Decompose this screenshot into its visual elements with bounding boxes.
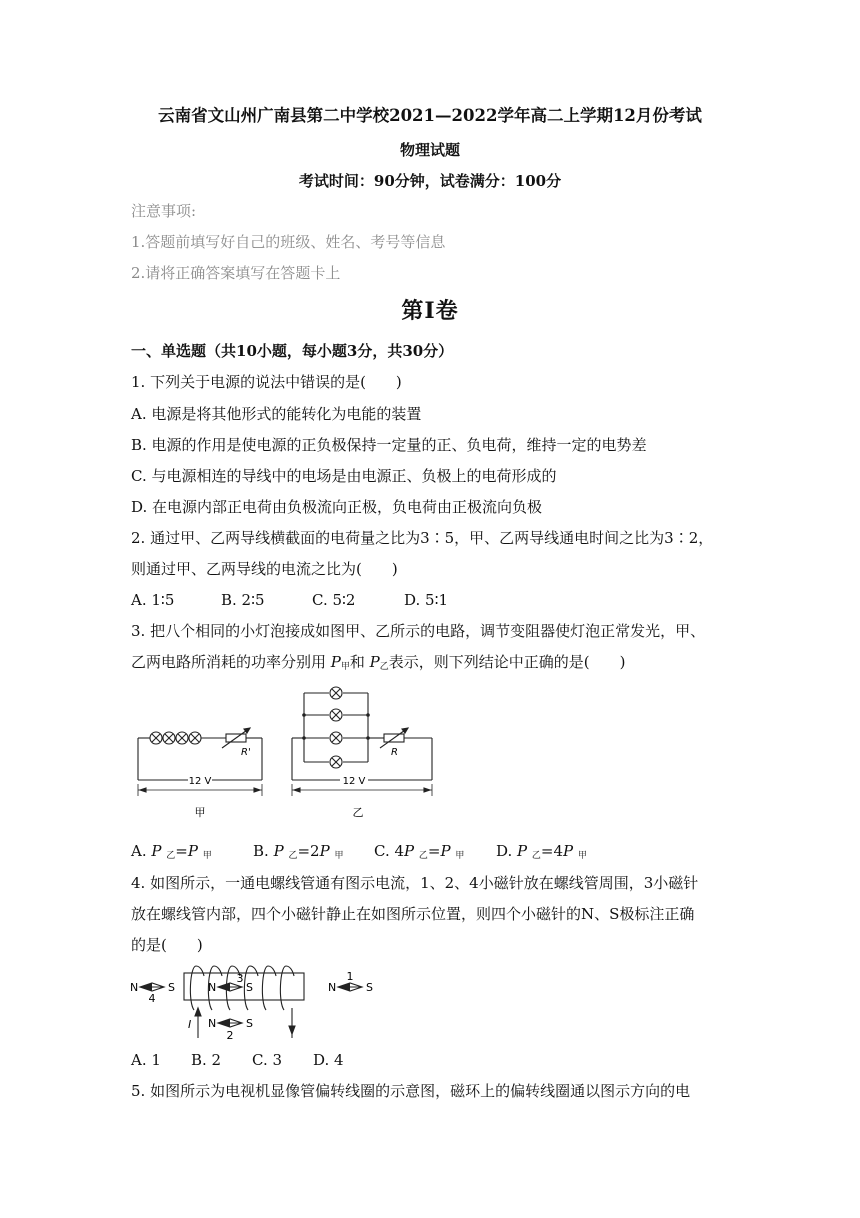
question-option: A. 1	[131, 1051, 161, 1069]
question-option: A. 1∶5	[131, 591, 175, 609]
power-symbol: P	[330, 653, 341, 671]
bulb-icon	[163, 732, 175, 744]
bulb-icon	[330, 709, 342, 721]
rheostat-label: R'	[241, 747, 251, 758]
voltage-label: 12 V	[342, 776, 366, 787]
question-stem: 1. 下列关于电源的说法中错误的是( )	[131, 373, 402, 391]
exam-info: 考试时间：90分钟，试卷满分：100分	[298, 172, 562, 190]
pole-label: N	[328, 981, 337, 994]
question-stem: 的是( )	[131, 936, 203, 954]
question-option: C. 3	[252, 1051, 283, 1069]
question-option: D. P $_乙$=4P $_甲$	[496, 842, 587, 861]
question-stem: 2. 通过甲、乙两导线横截面的电荷量之比为3∶5，甲、乙两导线通电时间之比为3∶2，	[131, 529, 714, 547]
question-option: B. 2	[191, 1051, 222, 1069]
question-option: B. 电源的作用是使电源的正负极保持一定量的正、负电荷，维持一定的电势差	[131, 436, 647, 454]
notice-item: 2.请将正确答案填写在答题卡上	[131, 264, 341, 282]
question-stem: 3. 把八个相同的小灯泡接成如图甲、乙所示的电路，调节变阻器使灯泡正常发光，甲、	[131, 622, 706, 640]
needle-number: 4	[148, 992, 156, 1005]
pole-label: N	[208, 981, 217, 994]
question-option: C. 5∶2	[312, 591, 356, 609]
current-label: I	[188, 1018, 192, 1031]
subscript: 乙	[379, 662, 389, 672]
pole-label: N	[208, 1017, 217, 1030]
bulb-icon	[189, 732, 201, 744]
circuit-figure	[128, 680, 448, 825]
question-option: A. 电源是将其他形式的能转化为电能的装置	[131, 405, 422, 423]
exam-title: 云南省文山州广南县第二中学校2021—2022学年高二上学期12月份考试	[158, 106, 702, 125]
exam-subtitle: 物理试题	[399, 141, 460, 159]
section-title: 一、单选题（共10小题，每小题3分，共30分）	[131, 342, 454, 360]
bulb-icon	[150, 732, 162, 744]
question-stem: 5. 如图所示为电视机显像管偏转线圈的示意图，磁环上的偏转线圈通以图示方向的电	[131, 1082, 691, 1100]
pole-label: S	[246, 1017, 253, 1030]
power-symbol: P	[369, 653, 380, 671]
question-option: A. P $_乙$=P $_甲$	[131, 842, 212, 861]
needle-number: 1	[346, 970, 354, 983]
needle-number: 2	[226, 1029, 234, 1042]
notice-item: 1.答题前填写好自己的班级、姓名、考号等信息	[131, 233, 446, 251]
volume-title: 第Ⅰ卷	[401, 298, 459, 324]
voltage-label: 12 V	[188, 776, 212, 787]
stem-text: 乙两电路所消耗的功率分别用	[131, 653, 331, 671]
question-stem: 则通过甲、乙两导线的电流之比为( )	[131, 560, 398, 578]
question-option: C. 4P $_乙$=P $_甲$	[374, 842, 465, 861]
pole-label: S	[168, 981, 175, 994]
question-stem: 4. 如图所示，一通电螺线管通有图示电流，1、2、4小磁针放在螺线管周围，3小磁针	[131, 874, 699, 892]
question-option: D. 4	[313, 1051, 344, 1069]
pole-label: S	[246, 981, 253, 994]
needle-number: 3	[236, 972, 244, 985]
question-stem: 放在螺线管内部，四个小磁针静止在如图所示位置，则四个小磁针的N、S极标注正确	[131, 905, 695, 923]
pole-label: N	[130, 981, 139, 994]
question-option: B. P $_乙$=2P $_甲$	[253, 842, 344, 861]
figure-label: 甲	[194, 806, 206, 819]
pole-label: S	[366, 981, 373, 994]
question-option: C. 与电源相连的导线中的电场是由电源正、负极上的电荷形成的	[131, 467, 557, 485]
solenoid-figure	[128, 962, 388, 1042]
bulb-icon	[330, 756, 342, 768]
bulb-icon	[330, 687, 342, 699]
figure-label: 乙	[352, 806, 364, 819]
question-option: B. 2∶5	[221, 591, 265, 609]
question-option: D. 在电源内部正电荷由负极流向正极，负电荷由正极流向负极	[131, 498, 543, 516]
bulb-icon	[176, 732, 188, 744]
stem-text: 表示，则下列结论中正确的是( )	[388, 653, 626, 671]
question-stem	[131, 651, 626, 678]
notice-heading: 注意事项:	[131, 202, 197, 220]
rheostat-label: R	[391, 747, 398, 758]
stem-text: 和	[349, 653, 370, 671]
bulb-icon	[330, 732, 342, 744]
question-option: D. 5∶1	[404, 591, 449, 609]
subscript: 甲	[340, 662, 350, 672]
